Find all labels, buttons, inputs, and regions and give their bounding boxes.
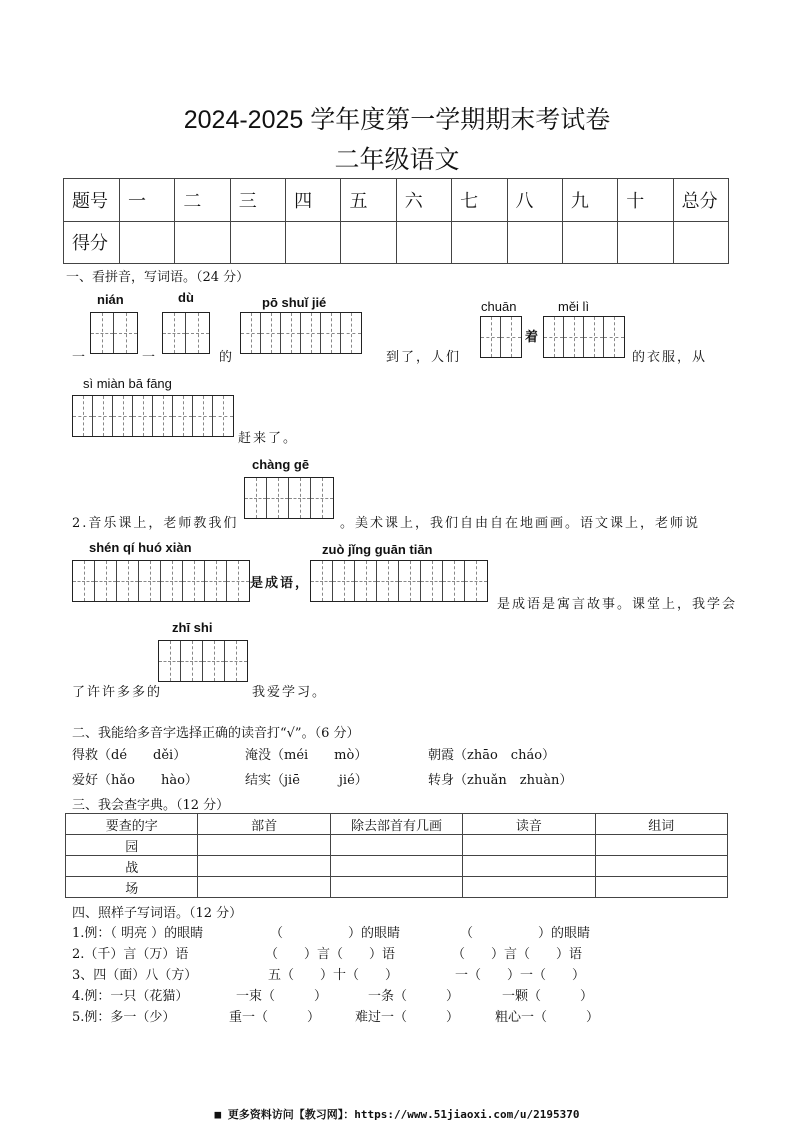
score-header-cell: 六 xyxy=(396,179,451,222)
sentence-text: 赶来了。 xyxy=(238,431,299,446)
char-cell: 场 xyxy=(66,877,198,898)
score-header-cell: 总分 xyxy=(673,179,728,222)
sentence-text: 的衣服，从 xyxy=(632,350,708,365)
score-header-cell: 八 xyxy=(507,179,562,222)
answer-cell[interactable] xyxy=(198,856,330,877)
writing-boxes[interactable] xyxy=(158,640,248,682)
sentence-text: 是成语是寓言故事。课堂上，我学会 xyxy=(497,597,738,612)
answer-cell[interactable] xyxy=(595,835,727,856)
table-row xyxy=(66,877,728,898)
polyphone-item[interactable]: 结实（jiē jié） xyxy=(245,773,368,788)
score-header-cell: 题号 xyxy=(64,179,120,222)
sentence-text: 2.音乐课上，老师教我们 xyxy=(72,516,239,531)
score-cell[interactable] xyxy=(230,221,285,264)
score-table-score-row xyxy=(64,221,729,264)
exam-subtitle: 二年级语文 xyxy=(334,146,460,174)
table-header-cell: 要查的字 xyxy=(66,814,198,835)
pinyin: zhī shi xyxy=(172,620,213,635)
answer-cell[interactable] xyxy=(330,877,462,898)
score-cell[interactable] xyxy=(396,221,451,264)
pinyin: nián xyxy=(97,292,124,307)
pinyin: měi lì xyxy=(558,299,590,314)
score-cell[interactable] xyxy=(673,221,728,264)
score-cell[interactable] xyxy=(286,221,341,264)
answer-blank[interactable]: （ ）言（ ）语 xyxy=(265,947,396,962)
writing-boxes[interactable] xyxy=(310,560,488,602)
writing-boxes[interactable] xyxy=(543,316,625,358)
score-row-label: 得分 xyxy=(64,221,120,264)
pinyin: chuān xyxy=(481,299,517,314)
answer-cell[interactable] xyxy=(463,835,595,856)
polyphone-item[interactable]: 淹没（méi mò） xyxy=(245,748,368,763)
sentence-text: 到了，人们 xyxy=(386,350,462,365)
pinyin: dù xyxy=(178,290,194,305)
example-text: 2.（千）言（万）语 xyxy=(72,947,189,962)
polyphone-item[interactable]: 朝霞（zhāo cháo） xyxy=(428,748,556,763)
answer-blank[interactable]: 一束（ ） xyxy=(236,989,328,1004)
section-4-heading: 四、照样子写词语。（12 分） xyxy=(72,906,243,921)
writing-boxes[interactable] xyxy=(72,560,250,602)
score-header-cell: 四 xyxy=(286,179,341,222)
pinyin: shén qí huó xiàn xyxy=(89,540,192,555)
sentence-text: 是成语， xyxy=(250,576,311,591)
sentence-text: 一 xyxy=(142,350,158,365)
score-header-cell: 二 xyxy=(175,179,230,222)
answer-blank[interactable]: （ ）的眼睛 xyxy=(460,926,591,941)
answer-cell[interactable] xyxy=(595,856,727,877)
polyphone-item[interactable]: 得救（dé děi） xyxy=(72,748,187,763)
score-header-cell: 一 xyxy=(120,179,175,222)
table-row xyxy=(66,835,728,856)
sentence-text: 了许许多多的 xyxy=(72,685,163,700)
score-table xyxy=(63,178,729,264)
example-text: 1.例：（ 明亮 ）的眼睛 xyxy=(72,926,204,941)
table-row xyxy=(66,856,728,877)
score-cell[interactable] xyxy=(120,221,175,264)
answer-cell[interactable] xyxy=(198,877,330,898)
polyphone-item[interactable]: 转身（zhuǎn zhuàn） xyxy=(428,773,573,788)
writing-boxes[interactable] xyxy=(244,477,334,519)
score-header-cell: 五 xyxy=(341,179,396,222)
sentence-text: 我爱学习。 xyxy=(252,685,328,700)
polyphone-item[interactable]: 爱好（hǎo hào） xyxy=(72,773,198,788)
score-header-cell: 九 xyxy=(562,179,617,222)
score-cell[interactable] xyxy=(341,221,396,264)
answer-blank[interactable]: （ ）的眼睛 xyxy=(270,926,401,941)
table-header-row xyxy=(66,814,728,835)
answer-cell[interactable] xyxy=(463,856,595,877)
pinyin: zuò jǐng guān tiān xyxy=(322,542,433,557)
answer-blank[interactable]: 重一（ ） xyxy=(229,1010,321,1025)
dictionary-table xyxy=(65,813,728,898)
char-cell: 园 xyxy=(66,835,198,856)
writing-boxes[interactable] xyxy=(240,312,362,354)
writing-boxes[interactable] xyxy=(90,312,138,354)
pinyin: pō shuǐ jié xyxy=(262,295,327,310)
writing-boxes[interactable] xyxy=(162,312,210,354)
score-cell[interactable] xyxy=(562,221,617,264)
answer-blank[interactable]: 一条（ ） xyxy=(368,989,460,1004)
sentence-text: 。美术课上，我们自由自在地画画。语文课上，老师说 xyxy=(340,516,701,531)
writing-boxes[interactable] xyxy=(72,395,234,437)
score-cell[interactable] xyxy=(175,221,230,264)
char-cell: 战 xyxy=(66,856,198,877)
score-cell[interactable] xyxy=(452,221,507,264)
score-header-cell: 三 xyxy=(230,179,285,222)
example-text: 5.例：多一（少） xyxy=(72,1010,176,1025)
table-header-cell: 读音 xyxy=(463,814,595,835)
answer-blank[interactable]: 一（ ）一（ ） xyxy=(455,968,586,983)
score-table-header-row xyxy=(64,179,729,222)
example-text: 3、四（面）八（方） xyxy=(72,968,198,983)
exam-title: 2024-2025 学年度第一学期期末考试卷 xyxy=(183,106,611,134)
section-1-heading: 一、看拼音，写词语。（24 分） xyxy=(66,270,250,285)
section-3-heading: 三、我会查字典。（12 分） xyxy=(72,798,230,813)
answer-blank[interactable]: 一颗（ ） xyxy=(502,989,594,1004)
score-header-cell: 七 xyxy=(452,179,507,222)
sentence-text: 一 xyxy=(72,350,88,365)
answer-cell[interactable] xyxy=(198,835,330,856)
sentence-text: 着 xyxy=(525,330,541,345)
footer-link[interactable]: ■ 更多资料访问【教习网】：https://www.51jiaoxi.com/u/2195370 xyxy=(214,1108,580,1121)
answer-blank[interactable]: 粗心一（ ） xyxy=(495,1010,600,1025)
score-cell[interactable] xyxy=(618,221,673,264)
section-2-heading: 二、我能给多音字选择正确的读音打“√”。（6 分） xyxy=(72,726,360,741)
answer-cell[interactable] xyxy=(463,877,595,898)
table-header-cell: 部首 xyxy=(198,814,330,835)
sentence-text: 的 xyxy=(219,350,235,365)
answer-blank[interactable]: 难过一（ ） xyxy=(355,1010,460,1025)
answer-cell[interactable] xyxy=(330,856,462,877)
score-cell[interactable] xyxy=(507,221,562,264)
pinyin: chàng gē xyxy=(252,457,310,472)
writing-boxes[interactable] xyxy=(480,316,522,358)
table-header-cell: 除去部首有几画 xyxy=(330,814,462,835)
answer-blank[interactable]: 五（ ）十（ ） xyxy=(268,968,399,983)
table-header-cell: 组词 xyxy=(595,814,727,835)
answer-cell[interactable] xyxy=(330,835,462,856)
answer-cell[interactable] xyxy=(595,877,727,898)
answer-blank[interactable]: （ ）言（ ）语 xyxy=(452,947,583,962)
pinyin: sì miàn bā fāng xyxy=(83,376,172,391)
score-header-cell: 十 xyxy=(618,179,673,222)
example-text: 4.例：一只（花猫） xyxy=(72,989,189,1004)
